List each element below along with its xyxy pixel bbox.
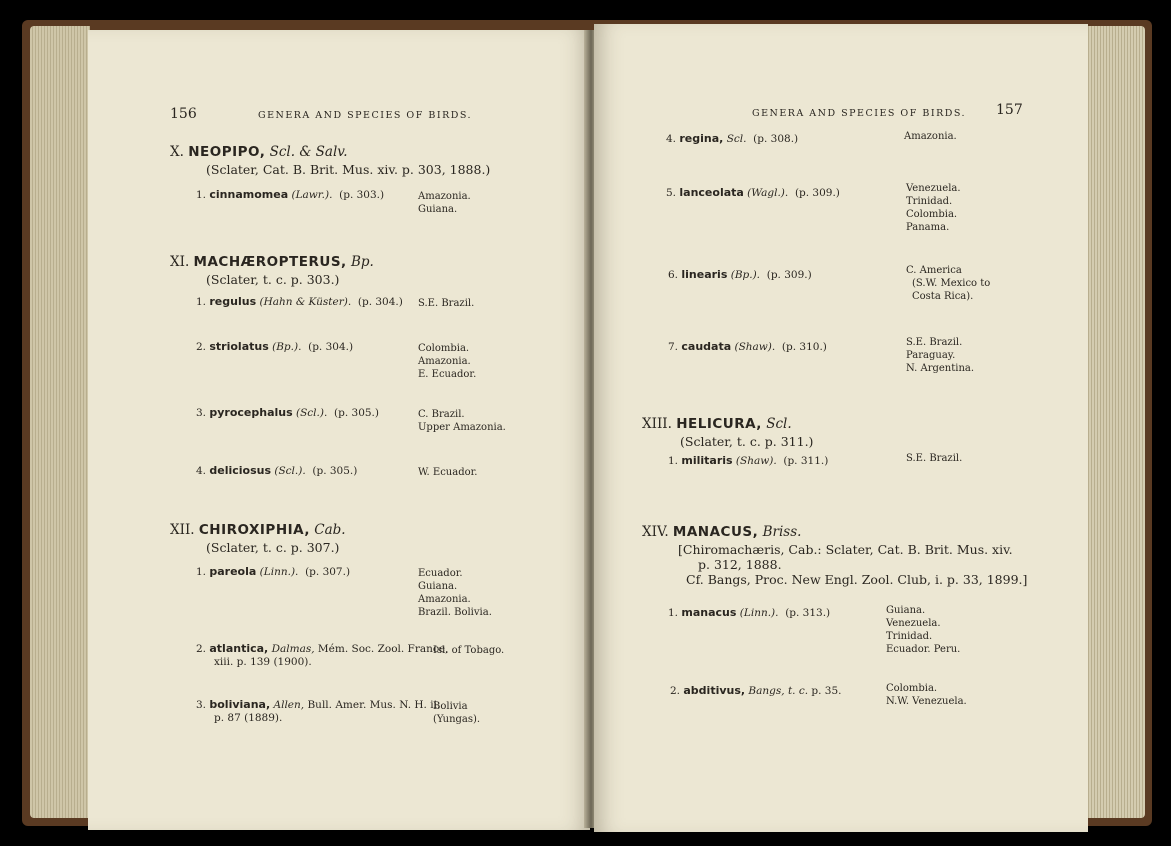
genus-reference: (Sclater, Cat. B. Brit. Mus. xiv. p. 303, 1888.) xyxy=(206,162,491,177)
genus-heading: XIII. HELICURA, Scl. xyxy=(642,416,792,432)
species-entry: 2. striolatus (Bp.). (p. 304.) xyxy=(196,340,354,353)
species-localities: Amazonia. Guiana. xyxy=(418,191,471,215)
species-localities: Guiana. Venezuela. Trinidad. Ecuador. Peru. xyxy=(886,605,961,655)
genus-reference: (Sclater, t. c. p. 311.) xyxy=(680,434,814,449)
species-localities: C. Brazil. Upper Amazonia. xyxy=(418,409,506,433)
species-localities: S.E. Brazil. xyxy=(906,453,963,464)
species-localities: Colombia. N.W. Venezuela. xyxy=(886,683,967,707)
species-localities: Colombia. Amazonia. E. Ecuador. xyxy=(418,343,477,380)
species-localities: Isl. of Tobago. xyxy=(433,645,505,656)
species-entry: 2. atlantica, Dalmas, Mém. Soc. Zool. France, xyxy=(196,642,449,655)
page-number: 157 xyxy=(996,102,1023,118)
species-localities: Ecuador. Guiana. Amazonia. Brazil. Bolivia. xyxy=(418,568,492,618)
species-entry: 3. pyrocephalus (Scl.). (p. 305.) xyxy=(196,406,379,419)
right-page xyxy=(594,24,1088,832)
running-head: GENERA AND SPECIES OF BIRDS. xyxy=(258,110,473,121)
genus-heading: XIV. MANACUS, Briss. xyxy=(642,524,802,540)
species-localities: Bolivia (Yungas). xyxy=(433,701,481,725)
species-entry: 1. pareola (Linn.). (p. 307.) xyxy=(196,565,351,578)
species-entry: 4. regina, Scl. (p. 308.) xyxy=(666,132,799,145)
species-entry: 2. abditivus, Bangs, t. c. p. 35. xyxy=(670,684,842,697)
species-citation-cont: xiii. p. 139 (1900). xyxy=(214,656,312,668)
species-entry: 5. lanceolata (Wagl.). (p. 309.) xyxy=(666,186,840,199)
genus-reference: Cf. Bangs, Proc. New Engl. Zool. Club, i. p. 33, 1899.] xyxy=(686,572,1028,587)
species-localities: Venezuela. Trinidad. Colombia. Panama. xyxy=(906,183,961,233)
species-localities: Amazonia. xyxy=(904,131,957,142)
genus-heading: X. NEOPIPO, Scl. & Salv. xyxy=(170,144,348,160)
species-localities: C. America (S.W. Mexico to Costa Rica). xyxy=(906,265,991,302)
species-citation-cont: p. 87 (1889). xyxy=(214,712,283,724)
species-entry: 4. deliciosus (Scl.). (p. 305.) xyxy=(196,464,358,477)
genus-reference: (Sclater, t. c. p. 307.) xyxy=(206,540,340,555)
species-entry: 3. boliviana, Allen, Bull. Amer. Mus. N. H. ii. xyxy=(196,698,441,711)
genus-heading: XI. MACHÆROPTERUS, Bp. xyxy=(170,254,374,270)
genus-reference: [Chiromachæris, Cab.: Sclater, Cat. B. Brit. Mus. xiv. xyxy=(678,542,1013,557)
genus-heading: XII. CHIROXIPHIA, Cab. xyxy=(170,522,346,538)
species-entry: 1. manacus (Linn.). (p. 313.) xyxy=(668,606,831,619)
page-edges-right xyxy=(1085,26,1145,818)
species-entry: 1. regulus (Hahn & Küster). (p. 304.) xyxy=(196,295,403,308)
species-entry: 1. militaris (Shaw). (p. 311.) xyxy=(668,454,829,467)
running-head: GENERA AND SPECIES OF BIRDS. xyxy=(752,108,967,119)
species-entry: 1. cinnamomea (Lawr.). (p. 303.) xyxy=(196,188,385,201)
species-entry: 6. linearis (Bp.). (p. 309.) xyxy=(668,268,812,281)
species-localities: S.E. Brazil. xyxy=(418,298,475,309)
species-entry: 7. caudata (Shaw). (p. 310.) xyxy=(668,340,827,353)
species-localities: S.E. Brazil. Paraguay. N. Argentina. xyxy=(906,337,975,374)
left-page xyxy=(88,30,590,830)
genus-reference: p. 312, 1888. xyxy=(698,557,782,572)
species-localities: W. Ecuador. xyxy=(418,467,478,478)
page-edges-left xyxy=(30,26,90,818)
page-number: 156 xyxy=(170,106,197,122)
genus-reference: (Sclater, t. c. p. 303.) xyxy=(206,272,340,287)
